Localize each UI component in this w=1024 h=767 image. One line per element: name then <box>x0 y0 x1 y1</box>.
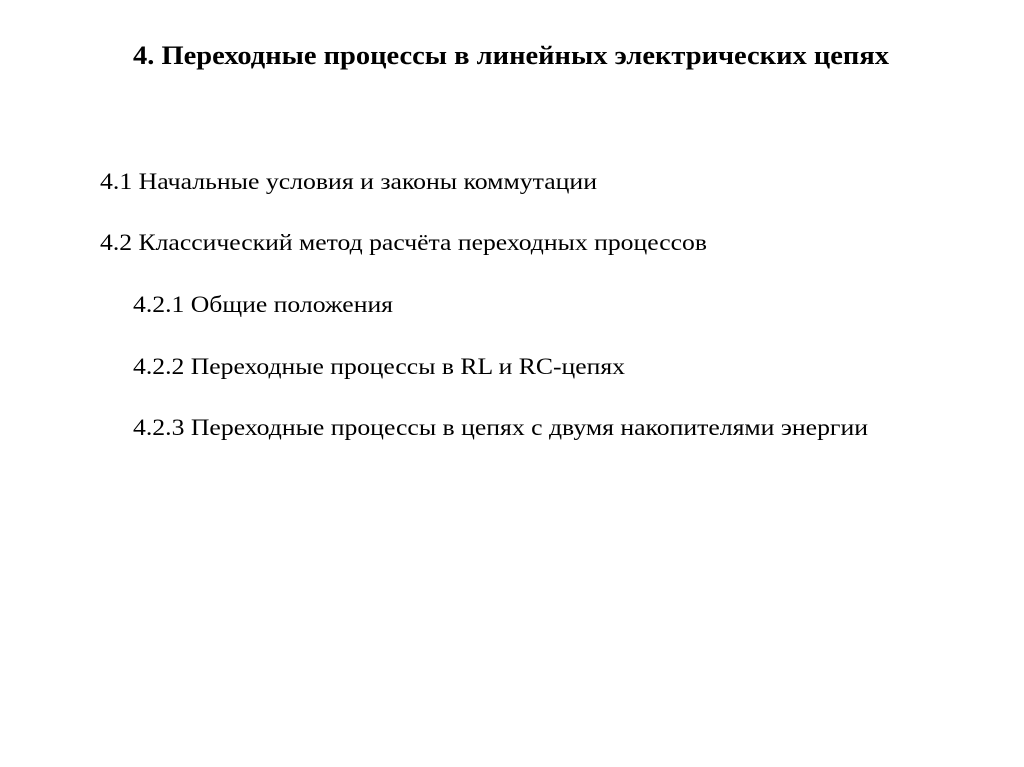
toc-item-4-2-1: 4.2.1 Общие положения <box>133 292 393 317</box>
toc-item-4-2: 4.2 Классический метод расчёта переходных процессов <box>100 230 707 255</box>
toc-item-4-2-3: 4.2.3 Переходные процессы в цепях с двумя накопителями энергии <box>133 415 868 440</box>
toc-item-4-1: 4.1 Начальные условия и законы коммутации <box>100 169 597 194</box>
slide-title: 4. Переходные процессы в линейных электрических цепях <box>133 41 889 70</box>
toc-item-4-2-2: 4.2.2 Переходные процессы в RL и RC-цепях <box>133 354 625 379</box>
